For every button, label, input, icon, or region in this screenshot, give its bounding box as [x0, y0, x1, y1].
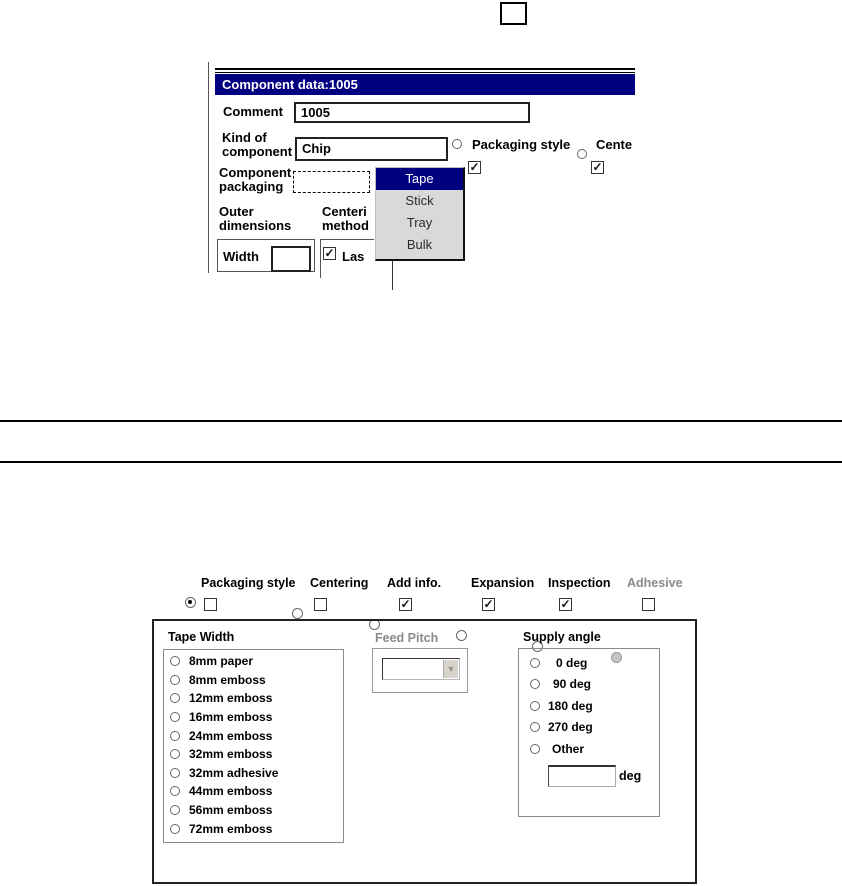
tape-width-options: [170, 652, 330, 838]
radio-icon[interactable]: [170, 731, 180, 741]
fragment-left-border: [208, 62, 209, 273]
radio-icon[interactable]: [170, 693, 180, 703]
dialog-radio-centering-label: Cente: [596, 137, 633, 152]
dropdown-item-bulk[interactable]: Bulk: [406, 237, 433, 252]
check-icon: ✓: [469, 160, 480, 174]
laser-label: Las: [342, 249, 365, 264]
other-angle-input[interactable]: [548, 765, 616, 787]
tab-checkbox-adhesive[interactable]: [642, 598, 655, 611]
dialog-title: Component data:1005: [222, 77, 358, 92]
check-icon: ✓: [592, 160, 603, 174]
empty-box-icon: [500, 2, 527, 25]
kind-of-component-input[interactable]: [295, 137, 448, 161]
tape-option-row[interactable]: 12mm emboss: [170, 689, 330, 708]
radio-icon[interactable]: [530, 701, 540, 711]
supply-angle-title: Supply angle: [523, 630, 601, 644]
dropdown-arrow-icon: ▼: [443, 660, 458, 678]
tab-radio-add-info-label: Add info.: [387, 576, 442, 590]
tab-radio-packaging-style-label: Packaging style: [201, 576, 296, 590]
width-label: Width: [223, 249, 259, 264]
dialog-frame-line: [215, 72, 635, 73]
comment-value: 1005: [301, 105, 330, 120]
supply-option-row[interactable]: Other: [530, 738, 650, 760]
tape-option-row[interactable]: 32mm emboss: [170, 745, 330, 764]
radio-icon[interactable]: [530, 679, 540, 689]
radio-icon[interactable]: [170, 749, 180, 759]
feed-pitch-combobox: [382, 658, 460, 680]
kind-of-component-label: Kind of component: [222, 130, 293, 159]
supply-option-row[interactable]: 180 deg: [530, 695, 650, 717]
radio-icon[interactable]: [170, 805, 180, 815]
tape-option-row[interactable]: 44mm emboss: [170, 782, 330, 801]
dialog-titlebar[interactable]: [215, 74, 635, 95]
tab-checkbox-expansion[interactable]: [482, 598, 495, 611]
tab-radio-centering-label: Centering: [310, 576, 369, 590]
outer-dimensions-label: Outer dimensions: [219, 204, 292, 233]
tape-option-row[interactable]: 24mm emboss: [170, 726, 330, 745]
radio-icon[interactable]: [530, 744, 540, 754]
tab-radio-expansion-label: Expansion: [471, 576, 535, 590]
dropdown-item-tray[interactable]: Tray: [406, 215, 433, 230]
tab-checkbox-packaging-style[interactable]: [204, 598, 217, 611]
tape-option-row[interactable]: 56mm emboss: [170, 801, 330, 820]
tab-radio-centering[interactable]: [292, 608, 303, 619]
check-icon: ✓: [560, 597, 571, 611]
tape-option-row[interactable]: 8mm paper: [170, 652, 330, 671]
dropdown-item-stick[interactable]: Stick: [405, 193, 434, 208]
tab-radio-adhesive-label: Adhesive: [627, 576, 683, 590]
supply-angle-options: [530, 652, 650, 760]
supply-option-row[interactable]: 270 deg: [530, 717, 650, 739]
dialog-radio-centering[interactable]: [577, 149, 587, 159]
width-input[interactable]: [271, 246, 311, 272]
check-icon: ✓: [324, 246, 335, 260]
dialog-frame-line: [215, 68, 635, 70]
radio-icon[interactable]: [170, 786, 180, 796]
kind-value: Chip: [302, 141, 331, 156]
dropdown-item-tape[interactable]: Tape: [376, 168, 463, 190]
centering-groupbox-edge: [320, 239, 374, 240]
separator-line-top: [0, 420, 842, 422]
comment-input[interactable]: [294, 102, 530, 123]
combo-edge-line: [392, 261, 393, 290]
radio-icon[interactable]: [170, 824, 180, 834]
dialog-checkbox-centering[interactable]: [591, 161, 604, 174]
radio-icon[interactable]: [530, 722, 540, 732]
radio-icon[interactable]: [170, 768, 180, 778]
component-packaging-input[interactable]: [293, 171, 370, 193]
separator-line-bottom: [0, 461, 842, 463]
component-dialog-fragment: [0, 0, 842, 264]
tape-width-title: Tape Width: [168, 630, 235, 644]
deg-suffix-label: deg: [619, 769, 642, 783]
tab-radio-packaging-style[interactable]: [185, 597, 196, 608]
centering-method-label: Centeri method: [322, 204, 369, 233]
tab-checkbox-inspection[interactable]: [559, 598, 572, 611]
check-icon: ✓: [400, 597, 411, 611]
dialog-checkbox-packaging[interactable]: [468, 161, 481, 174]
centering-groupbox-edge: [320, 239, 321, 278]
radio-icon[interactable]: [170, 712, 180, 722]
radio-icon[interactable]: [530, 658, 540, 668]
radio-icon[interactable]: [170, 675, 180, 685]
tape-option-row[interactable]: 8mm emboss: [170, 671, 330, 690]
tape-option-row[interactable]: 72mm emboss: [170, 819, 330, 838]
check-icon: ✓: [483, 597, 494, 611]
tab-radio-inspection-label: Inspection: [548, 576, 611, 590]
component-packaging-label: Component packaging: [219, 165, 292, 194]
laser-checkbox[interactable]: [323, 247, 336, 260]
dialog-radio-packaging-style-label: Packaging style: [472, 137, 571, 152]
packaging-dropdown-list: [375, 167, 465, 261]
tape-option-row[interactable]: 32mm adhesive: [170, 764, 330, 783]
supply-option-row[interactable]: 90 deg: [530, 674, 650, 696]
tab-checkbox-add-info[interactable]: [399, 598, 412, 611]
tab-checkbox-centering[interactable]: [314, 598, 327, 611]
comment-label: Comment: [223, 104, 283, 119]
dialog-radio-packaging-style[interactable]: [452, 139, 462, 149]
feed-pitch-title: Feed Pitch: [375, 631, 439, 645]
supply-option-row[interactable]: 0 deg: [530, 652, 650, 674]
radio-icon[interactable]: [170, 656, 180, 666]
tape-option-row[interactable]: 16mm emboss: [170, 708, 330, 727]
